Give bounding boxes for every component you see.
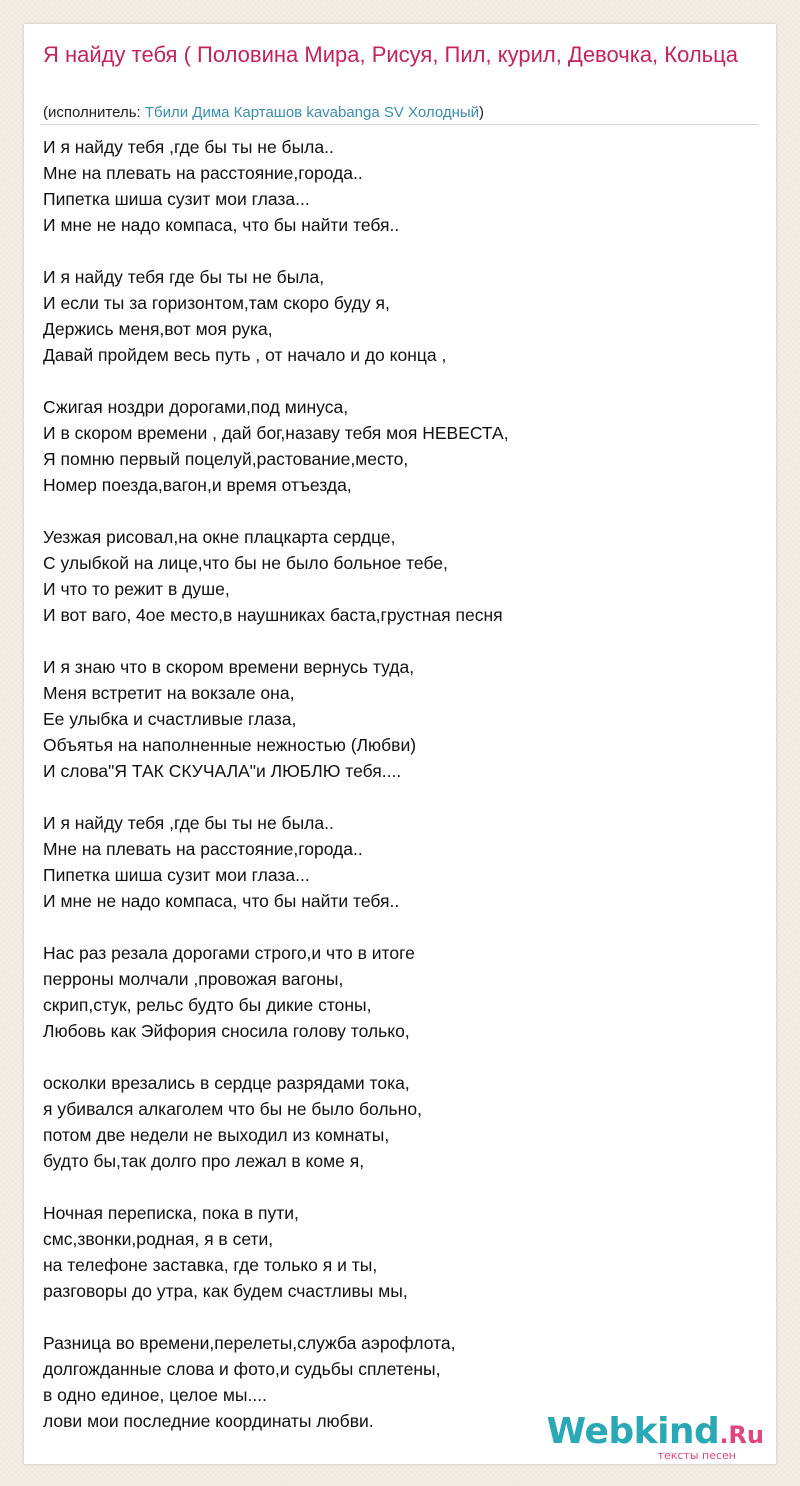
- lyrics-line: я убивался алкаголем что бы не было больно,: [43, 1099, 422, 1119]
- lyrics-line: осколки врезались в сердце разрядами тока,: [43, 1073, 410, 1093]
- artist-line: [43, 103, 484, 123]
- lyrics-verse: [43, 810, 743, 914]
- logo-tld: .Ru: [719, 1421, 764, 1449]
- lyrics-line: Ее улыбка и счастливые глаза,: [43, 709, 297, 729]
- artist-suffix: ): [479, 104, 485, 121]
- lyrics-card: [24, 24, 776, 1464]
- logo-tagline: тексты песен: [657, 1449, 736, 1462]
- lyrics-line: И если ты за горизонтом,там скоро буду я,: [43, 293, 390, 313]
- lyrics-line: Нас раз резала дорогами строго,и что в итоге: [43, 943, 415, 963]
- lyrics-line: Пипетка шиша сузит мои глаза...: [43, 865, 310, 885]
- lyrics-line: И в скором времени , дай бог,назаву тебя моя НЕВЕСТА,: [43, 423, 509, 443]
- lyrics-line: Мне на плевать на расстояние,города..: [43, 839, 363, 859]
- lyrics-line: И я найду тебя ,где бы ты не была..: [43, 813, 334, 833]
- lyrics-line: И я найду тебя где бы ты не была,: [43, 267, 325, 287]
- lyrics-line: И мне не надо компаса, что бы найти тебя..: [43, 215, 400, 235]
- lyrics-line: будто бы,так долго про лежал в коме я,: [43, 1151, 365, 1171]
- lyrics-line: смс,звонки,родная, я в сети,: [43, 1229, 274, 1249]
- lyrics-line: в одно единое, целое мы....: [43, 1385, 267, 1405]
- lyrics-line: Держись меня,вот моя рука,: [43, 319, 273, 339]
- lyrics-line: на телефоне заставка, где только я и ты,: [43, 1255, 378, 1275]
- lyrics-line: лови мои последние координаты любви.: [43, 1411, 374, 1431]
- lyrics-line: С улыбкой на лице,что бы не было больное тебе,: [43, 553, 448, 573]
- lyrics-line: И мне не надо компаса, что бы найти тебя..: [43, 891, 400, 911]
- lyrics-verse: [43, 1070, 743, 1174]
- artist-link[interactable]: Тбили Дима Карташов kavabanga SV Холодный: [144, 104, 480, 121]
- site-logo[interactable]: [546, 1411, 768, 1462]
- lyrics-line: И слова"Я ТАК СКУЧАЛА"и ЛЮБЛЮ тебя....: [43, 761, 402, 781]
- lyrics-verse: [43, 524, 743, 628]
- lyrics-line: Номер поезда,вагон,и время отъезда,: [43, 475, 352, 495]
- lyrics-line: долгожданные слова и фото,и судьбы сплетены,: [43, 1359, 441, 1379]
- lyrics-verse: [43, 134, 743, 238]
- lyrics-line: потом две недели не выходил из комнаты,: [43, 1125, 390, 1145]
- title-divider: [40, 124, 758, 125]
- lyrics-line: Мне на плевать на расстояние,города..: [43, 163, 363, 183]
- lyrics-line: Сжигая ноздри дорогами,под минуса,: [43, 397, 349, 417]
- lyrics-line: Давай пройдем весь путь , от начало и до конца ,: [43, 345, 447, 365]
- lyrics-line: скрип,стук, рельс будто бы дикие стоны,: [43, 995, 372, 1015]
- lyrics-line: И что то режит в душе,: [43, 579, 230, 599]
- lyrics-verse: [43, 1200, 743, 1304]
- lyrics-line: Любовь как Эйфория сносила голову только,: [43, 1021, 410, 1041]
- lyrics-body: [43, 134, 743, 1460]
- lyrics-verse: [43, 940, 743, 1044]
- lyrics-line: Ночная переписка, пока в пути,: [43, 1203, 299, 1223]
- lyrics-line: Меня встретит на вокзале она,: [43, 683, 295, 703]
- lyrics-line: Уезжая рисовал,на окне плацкарта сердце,: [43, 527, 396, 547]
- lyrics-line: И вот ваго, 4ое место,в наушниках баста,грустная песня: [43, 605, 503, 625]
- lyrics-line: Разница во времени,перелеты,служба аэрофлота,: [43, 1333, 456, 1353]
- lyrics-line: И я найду тебя ,где бы ты не была..: [43, 137, 334, 157]
- lyrics-line: перроны молчали ,провожая вагоны,: [43, 969, 344, 989]
- lyrics-line: Пипетка шиша сузит мои глаза...: [43, 189, 310, 209]
- song-title: Я найду тебя ( Половина Мира, Рисуя, Пил, курил, Девочка, Кольца: [43, 42, 738, 67]
- lyrics-line: Я помню первый поцелуй,растование,место,: [43, 449, 409, 469]
- lyrics-verse: [43, 654, 743, 784]
- lyrics-line: разговоры до утра, как будем счастливы мы,: [43, 1281, 408, 1301]
- logo-name: Webkind: [546, 1411, 720, 1452]
- artist-prefix: (исполнитель:: [43, 104, 145, 121]
- lyrics-verse: [43, 394, 743, 498]
- lyrics-line: И я знаю что в скором времени вернусь туда,: [43, 657, 415, 677]
- lyrics-line: Объятья на наполненные нежностью (Любви): [43, 735, 417, 755]
- lyrics-verse: [43, 264, 743, 368]
